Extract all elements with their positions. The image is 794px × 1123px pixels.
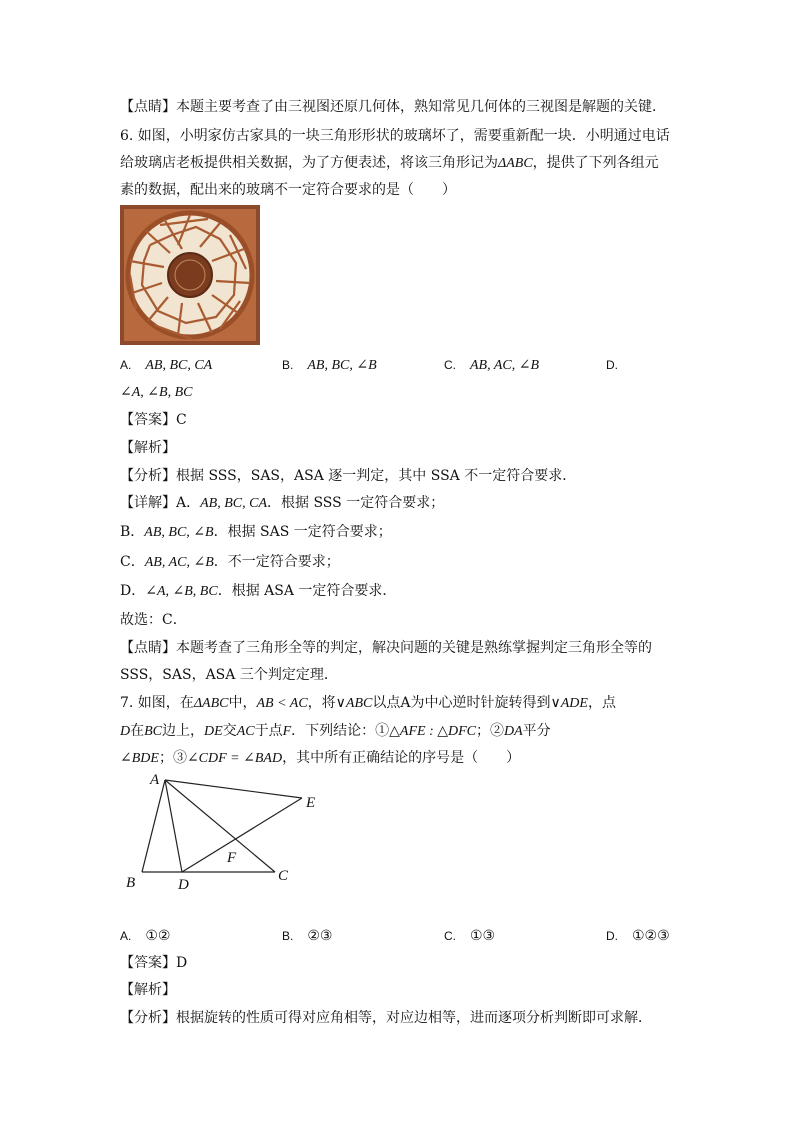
detail-text: ．根据 SSS 一定符合要求；	[267, 495, 445, 511]
option-value: ①③	[470, 928, 496, 944]
q7-analysis-heading: 【解析】	[120, 982, 176, 998]
option-value: ①②③	[632, 928, 670, 944]
q7-math: F	[282, 724, 292, 739]
segment-ab	[142, 780, 165, 872]
q7-option-b[interactable]	[282, 926, 332, 946]
q7-text: 以点A为中心逆时针旋转得到	[372, 695, 551, 711]
q6-detail-a	[120, 493, 444, 514]
q6-detail-c	[120, 552, 340, 573]
option-key: D.	[606, 358, 618, 372]
label-b: B	[126, 875, 136, 891]
detail-prefix: D．	[120, 583, 146, 599]
q6-point-note-line2: SSS，SAS，ASA 三个判定定理．	[120, 667, 338, 683]
option-math: AB, BC, CA	[145, 358, 213, 373]
label-d: D	[178, 877, 189, 893]
q7-text: ，点	[587, 695, 616, 711]
q7-math: ∨ADE	[550, 696, 588, 711]
q6-option-b[interactable]	[282, 355, 377, 376]
option-key: B.	[282, 929, 294, 943]
detail-prefix: B．	[120, 524, 145, 540]
detail-text: ．根据 SAS 一定符合要求；	[213, 524, 392, 540]
q6-stem-line3: 素的数据，配出来的玻璃不一定符合要求的是（ ）	[120, 182, 456, 198]
detail-math: AB, BC, CA	[200, 496, 268, 511]
option-math: AB, BC, ∠B	[307, 358, 377, 373]
detail-prefix: C．	[120, 554, 145, 570]
q7-math: ∠BDE	[120, 751, 159, 766]
q6-stem-text: 给玻璃店老板提供相关数据，为了方便表述，将该三角形记为	[120, 155, 498, 171]
segment-ac	[165, 780, 275, 872]
q7-stem-line1	[120, 693, 616, 714]
q6-option-d-content: ∠A, ∠B, BC	[120, 385, 193, 400]
q7-math: DA	[504, 724, 523, 739]
q6-choice: 故选：C．	[120, 612, 187, 628]
q7-text: 在	[130, 723, 145, 739]
q6-point-note-line1: 【点睛】本题考查了三角形全等的判定，解决问题的关键是熟练掌握判定三角形全等的	[120, 640, 652, 656]
detail-text: ．根据 ASA 一定符合要求．	[217, 583, 397, 599]
q7-text: 中，	[228, 695, 257, 711]
option-key: D.	[606, 929, 618, 943]
q7-math: BC	[144, 724, 163, 739]
q7-math: AB < AC	[256, 696, 308, 711]
q7-text: 7. 如图，在	[120, 695, 194, 711]
q6-option-a[interactable]	[120, 355, 212, 376]
q7-text: 于点	[254, 723, 283, 739]
segment-ad	[165, 780, 182, 872]
q6-stem-line1: 6. 如图，小明家仿古家具的一块三角形形状的玻璃坏了，需要重新配一块．小明通过电话	[120, 128, 670, 144]
detail-prefix: 【详解】A．	[120, 495, 201, 511]
q6-analysis-heading: 【解析】	[120, 440, 176, 456]
q6-option-c[interactable]	[444, 355, 539, 376]
q6-option-d[interactable]	[606, 355, 632, 375]
q7-math: AC	[236, 724, 255, 739]
detail-math: AB, BC, ∠B	[144, 525, 214, 540]
q7-text: 边上，	[162, 723, 205, 739]
q7-text: ；②	[476, 723, 504, 739]
point-note-prev: 【点睛】本题主要考查了由三视图还原几何体，熟知常见几何体的三视图是解题的关键．	[120, 99, 666, 115]
q6-fenxi: 【分析】根据 SSS，SAS，ASA 逐一判定，其中 SSA 不一定符合要求．	[120, 468, 577, 484]
detail-math: ∠A, ∠B, BC	[145, 584, 218, 599]
detail-math: AB, AC, ∠B	[144, 555, 214, 570]
label-a: A	[150, 772, 160, 788]
label-e: E	[306, 795, 316, 811]
option-key: C.	[444, 358, 456, 372]
label-f: F	[227, 850, 237, 866]
q7-stem-line3	[120, 748, 520, 769]
q6-stem-text: ，提供了下列各组元	[532, 155, 659, 171]
label-c: C	[278, 868, 289, 884]
q7-option-c[interactable]	[444, 926, 495, 946]
q7-math: △AFE : △DFC	[389, 724, 476, 739]
option-value: ①②	[145, 928, 171, 944]
q7-math: D	[120, 724, 131, 739]
q7-answer: 【答案】D	[120, 955, 188, 971]
q6-detail-d	[120, 581, 396, 602]
q7-option-a[interactable]	[120, 926, 170, 946]
q7-fenxi: 【分析】根据旋转的性质可得对应角相等，对应边相等，进而逐项分析判断即可求解．	[120, 1010, 652, 1026]
q7-text: 交	[222, 723, 237, 739]
option-key: C.	[444, 929, 456, 943]
q6-stem-line2	[120, 153, 659, 174]
q7-text: ．下列结论：①	[291, 723, 390, 739]
option-key: A.	[120, 929, 132, 943]
q7-option-d[interactable]	[606, 926, 670, 946]
q7-text: ；③	[158, 750, 187, 766]
q6-triangle-symbol: ΔABC	[498, 156, 533, 171]
q7-geometry-figure	[120, 772, 330, 894]
segment-ae	[165, 780, 302, 798]
option-math: AB, AC, ∠B	[470, 358, 540, 373]
q7-text: 平分	[522, 723, 551, 739]
q6-detail-b	[120, 522, 392, 543]
detail-text: ．不一定符合要求；	[213, 554, 340, 570]
q7-math: ∠CDF = ∠BAD	[186, 751, 283, 766]
option-key: B.	[282, 358, 294, 372]
q7-math: DE	[204, 724, 223, 739]
q6-answer: 【答案】C	[120, 412, 187, 428]
q7-stem-line2	[120, 721, 551, 742]
q7-math: ΔABC	[193, 696, 229, 711]
q7-text: ，其中所有正确结论的序号是（ ）	[282, 750, 521, 766]
furniture-glass-photo	[120, 205, 260, 345]
q7-math: ∨ABC	[335, 696, 373, 711]
option-value: ②③	[307, 928, 333, 944]
option-key: A.	[120, 358, 132, 372]
q7-text: ，将	[307, 695, 336, 711]
